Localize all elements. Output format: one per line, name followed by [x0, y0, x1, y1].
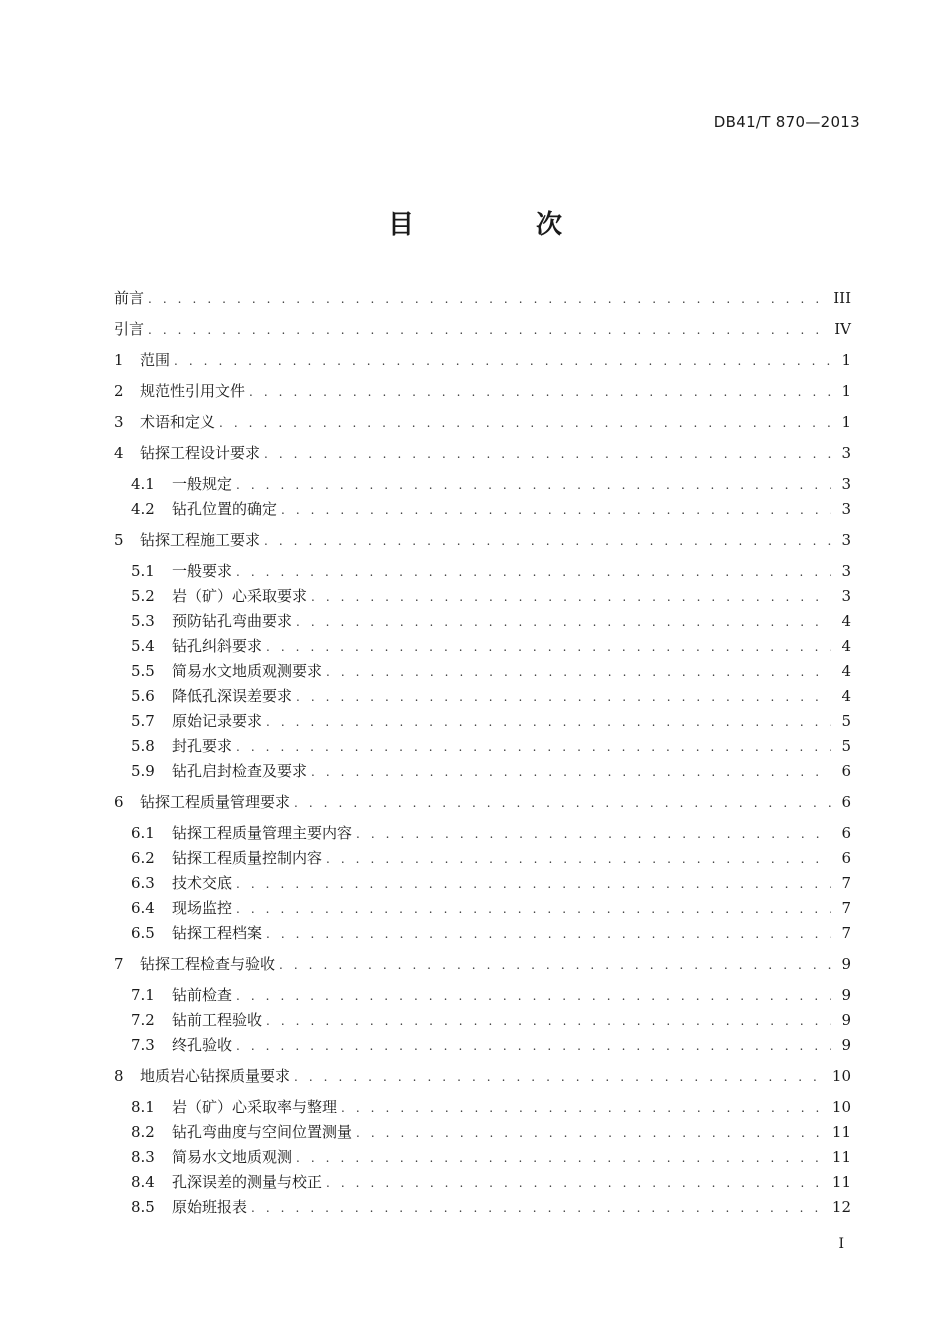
toc-entry-number: 6.2: [131, 849, 155, 867]
toc-entry-label: 钻探工程设计要求: [140, 444, 261, 462]
toc-entry-label: 术语和定义: [140, 413, 216, 431]
toc-entry[interactable]: [114, 381, 851, 401]
toc-dot-leader: [148, 320, 828, 340]
toc-entry-page: 11: [831, 1173, 851, 1191]
toc-entry-number: 8.2: [131, 1123, 155, 1141]
toc-entry-label: 封孔要求: [172, 737, 233, 755]
toc-entry[interactable]: [131, 761, 851, 781]
toc-dot-leader: [236, 737, 831, 757]
toc-entry[interactable]: [131, 1172, 851, 1192]
toc-entry-label: 钻探工程检查与验收: [140, 955, 276, 973]
toc-dot-leader: [281, 500, 831, 520]
toc-entry-label: 原始班报表: [172, 1198, 248, 1216]
toc-entry-page: 6: [841, 824, 851, 842]
toc-entry-number: 6.4: [131, 899, 155, 917]
toc-entry-page: 4: [841, 612, 851, 630]
toc-entry-label: 钻探工程质量管理主要内容: [172, 824, 353, 842]
toc-entry[interactable]: [131, 736, 851, 756]
toc-entry-page: 11: [831, 1148, 851, 1166]
toc-entry-page: 3: [841, 444, 851, 462]
toc-dot-leader: [356, 1123, 826, 1143]
toc-entry-page: 3: [841, 500, 851, 518]
toc-entry-label: 钻探工程施工要求: [140, 531, 261, 549]
toc-entry-label: 简易水文地质观测: [172, 1148, 293, 1166]
toc-entry-number: 5.9: [131, 762, 155, 780]
toc-title: 目 次: [387, 210, 610, 240]
toc-entry[interactable]: [131, 611, 851, 631]
toc-dot-leader: [148, 289, 827, 309]
toc-entry[interactable]: [114, 412, 851, 432]
toc-entry[interactable]: [114, 792, 851, 812]
toc-entry-label: 钻孔位置的确定: [172, 500, 278, 518]
toc-entry[interactable]: [114, 288, 851, 308]
toc-entry[interactable]: [131, 923, 851, 943]
toc-entry[interactable]: [131, 499, 851, 519]
toc-entry[interactable]: [131, 823, 851, 843]
toc-dot-leader: [219, 413, 831, 433]
toc-dot-leader: [294, 793, 831, 813]
toc-dot-leader: [236, 874, 831, 894]
toc-dot-leader: [326, 849, 831, 869]
toc-entry-page: 7: [841, 874, 851, 892]
toc-entry[interactable]: [114, 954, 851, 974]
toc-dot-leader: [236, 475, 831, 495]
toc-entry[interactable]: [131, 686, 851, 706]
toc-entry-page: 3: [841, 587, 851, 605]
toc-entry-page: 6: [841, 849, 851, 867]
toc-entry-label: 一般要求: [172, 562, 233, 580]
toc-entry-number: 8.4: [131, 1173, 155, 1191]
toc-entry-number: 5.6: [131, 687, 155, 705]
toc-dot-leader: [266, 712, 831, 732]
page-number: I: [838, 1236, 844, 1252]
toc-entry-number: 6.3: [131, 874, 155, 892]
toc-entry-number: 8.5: [131, 1198, 155, 1216]
toc-entry-number: 4: [114, 444, 124, 462]
toc-entry-number: 8: [114, 1067, 124, 1085]
toc-dot-leader: [356, 824, 831, 844]
toc-entry-page: 11: [831, 1123, 851, 1141]
toc-entry-number: 5.1: [131, 562, 155, 580]
toc-entry-label: 引言: [114, 320, 145, 338]
toc-entry-number: 6.5: [131, 924, 155, 942]
toc-entry[interactable]: [131, 848, 851, 868]
toc-entry-page: 1: [841, 413, 851, 431]
toc-entry[interactable]: [114, 530, 851, 550]
toc-entry-label: 钻探工程质量管理要求: [140, 793, 291, 811]
toc-entry-number: 5.5: [131, 662, 155, 680]
toc-entry[interactable]: [131, 985, 851, 1005]
toc-dot-leader: [236, 562, 831, 582]
toc-dot-leader: [236, 1036, 831, 1056]
toc-entry-number: 4.2: [131, 500, 155, 518]
toc-entry[interactable]: [114, 1066, 851, 1086]
toc-entry-page: 9: [841, 955, 851, 973]
toc-entry[interactable]: [131, 873, 851, 893]
toc-entry-label: 规范性引用文件: [140, 382, 246, 400]
toc-entry-page: 7: [841, 924, 851, 942]
toc-entry-number: 7: [114, 955, 124, 973]
document-code: DB41/T 870—2013: [713, 113, 860, 131]
toc-entry-number: 8.1: [131, 1098, 155, 1116]
toc-entry-page: 6: [841, 793, 851, 811]
toc-entry-page: 3: [841, 562, 851, 580]
toc-dot-leader: [266, 1011, 831, 1031]
toc-entry-page: 10: [831, 1067, 851, 1085]
toc-entry[interactable]: [131, 586, 851, 606]
toc-entry-number: 6: [114, 793, 124, 811]
toc-dot-leader: [296, 687, 831, 707]
toc-dot-leader: [174, 351, 831, 371]
toc-entry-page: 3: [841, 475, 851, 493]
toc-entry-page: 4: [841, 687, 851, 705]
toc-entry[interactable]: [131, 1147, 851, 1167]
toc-entry-page: 7: [841, 899, 851, 917]
toc-entry-label: 技术交底: [172, 874, 233, 892]
toc-entry-label: 钻前检查: [172, 986, 233, 1004]
toc-entry-number: 1: [114, 351, 124, 369]
toc-dot-leader: [236, 986, 831, 1006]
toc-entry-label: 钻孔弯曲度与空间位置测量: [172, 1123, 353, 1141]
toc-entry-number: 7.3: [131, 1036, 155, 1054]
toc-dot-leader: [326, 1173, 826, 1193]
toc-dot-leader: [251, 1198, 826, 1218]
toc-dot-leader: [341, 1098, 826, 1118]
toc-entry-page: 6: [841, 762, 851, 780]
toc-entry-page: 9: [841, 986, 851, 1004]
toc-entry[interactable]: [131, 1097, 851, 1117]
toc-entry-number: 3: [114, 413, 124, 431]
toc-entry-label: 简易水文地质观测要求: [172, 662, 323, 680]
toc-entry-label: 岩（矿）心采取率与整理: [172, 1098, 338, 1116]
toc-entry-page: IV: [834, 320, 851, 338]
toc-entry-label: 降低孔深误差要求: [172, 687, 293, 705]
toc-dot-leader: [266, 924, 831, 944]
toc-entry[interactable]: [131, 1197, 851, 1217]
toc-entry-number: 2: [114, 382, 124, 400]
toc-entry[interactable]: [114, 443, 851, 463]
toc-entry[interactable]: [131, 898, 851, 918]
toc-entry-number: 5.8: [131, 737, 155, 755]
toc-entry[interactable]: [114, 319, 851, 339]
toc-entry-page: 9: [841, 1011, 851, 1029]
toc-dot-leader: [294, 1067, 826, 1087]
toc-entry-label: 原始记录要求: [172, 712, 263, 730]
toc-entry-number: 8.3: [131, 1148, 155, 1166]
toc-entry-page: 4: [841, 637, 851, 655]
toc-entry-label: 岩（矿）心采取要求: [172, 587, 308, 605]
toc-entry[interactable]: [131, 711, 851, 731]
toc-dot-leader: [266, 637, 831, 657]
toc-entry-number: 5.3: [131, 612, 155, 630]
toc-entry-label: 前言: [114, 289, 145, 307]
toc-entry[interactable]: [114, 350, 851, 370]
toc-entry[interactable]: [131, 636, 851, 656]
toc-entry-number: 4.1: [131, 475, 155, 493]
toc-entry[interactable]: [131, 561, 851, 581]
toc-entry-number: 7.2: [131, 1011, 155, 1029]
toc-dot-leader: [264, 444, 831, 464]
toc-entry-label: 终孔验收: [172, 1036, 233, 1054]
toc-entry-label: 一般规定: [172, 475, 233, 493]
toc-entry-label: 钻孔纠斜要求: [172, 637, 263, 655]
toc-dot-leader: [296, 1148, 826, 1168]
toc-entry-label: 钻探工程档案: [172, 924, 263, 942]
toc-entry-label: 地质岩心钻探质量要求: [140, 1067, 291, 1085]
toc-entry-number: 6.1: [131, 824, 155, 842]
toc-dot-leader: [296, 612, 831, 632]
toc-entry-page: 3: [841, 531, 851, 549]
toc-entry-number: 5.2: [131, 587, 155, 605]
toc-entry-label: 孔深误差的测量与校正: [172, 1173, 323, 1191]
toc-dot-leader: [326, 662, 831, 682]
toc-entry-label: 钻探工程质量控制内容: [172, 849, 323, 867]
toc-entry-number: 7.1: [131, 986, 155, 1004]
toc-entry[interactable]: [131, 661, 851, 681]
toc-entry[interactable]: [131, 1010, 851, 1030]
toc-entry-number: 5.7: [131, 712, 155, 730]
toc-entry-page: 1: [841, 351, 851, 369]
toc-entry-page: 5: [841, 712, 851, 730]
toc-entry[interactable]: [131, 1035, 851, 1055]
toc-entry-label: 钻孔启封检查及要求: [172, 762, 308, 780]
toc-entry-page: 9: [841, 1036, 851, 1054]
toc-entry[interactable]: [131, 1122, 851, 1142]
toc-dot-leader: [236, 899, 831, 919]
toc-entry-page: 10: [831, 1098, 851, 1116]
toc-entry-page: 4: [841, 662, 851, 680]
toc-dot-leader: [311, 587, 831, 607]
toc-entry-label: 钻前工程验收: [172, 1011, 263, 1029]
toc-entry-page: III: [833, 289, 851, 307]
toc-dot-leader: [264, 531, 831, 551]
toc-dot-leader: [249, 382, 831, 402]
toc-entry-number: 5: [114, 531, 124, 549]
toc-entry-number: 5.4: [131, 637, 155, 655]
toc-entry-label: 范围: [140, 351, 171, 369]
toc-entry-page: 12: [831, 1198, 851, 1216]
toc-dot-leader: [279, 955, 831, 975]
toc-dot-leader: [311, 762, 831, 782]
toc-entry-page: 5: [841, 737, 851, 755]
toc-entry-label: 现场监控: [172, 899, 233, 917]
toc-entry-label: 预防钻孔弯曲要求: [172, 612, 293, 630]
toc-entry-page: 1: [841, 382, 851, 400]
toc-entry[interactable]: [131, 474, 851, 494]
